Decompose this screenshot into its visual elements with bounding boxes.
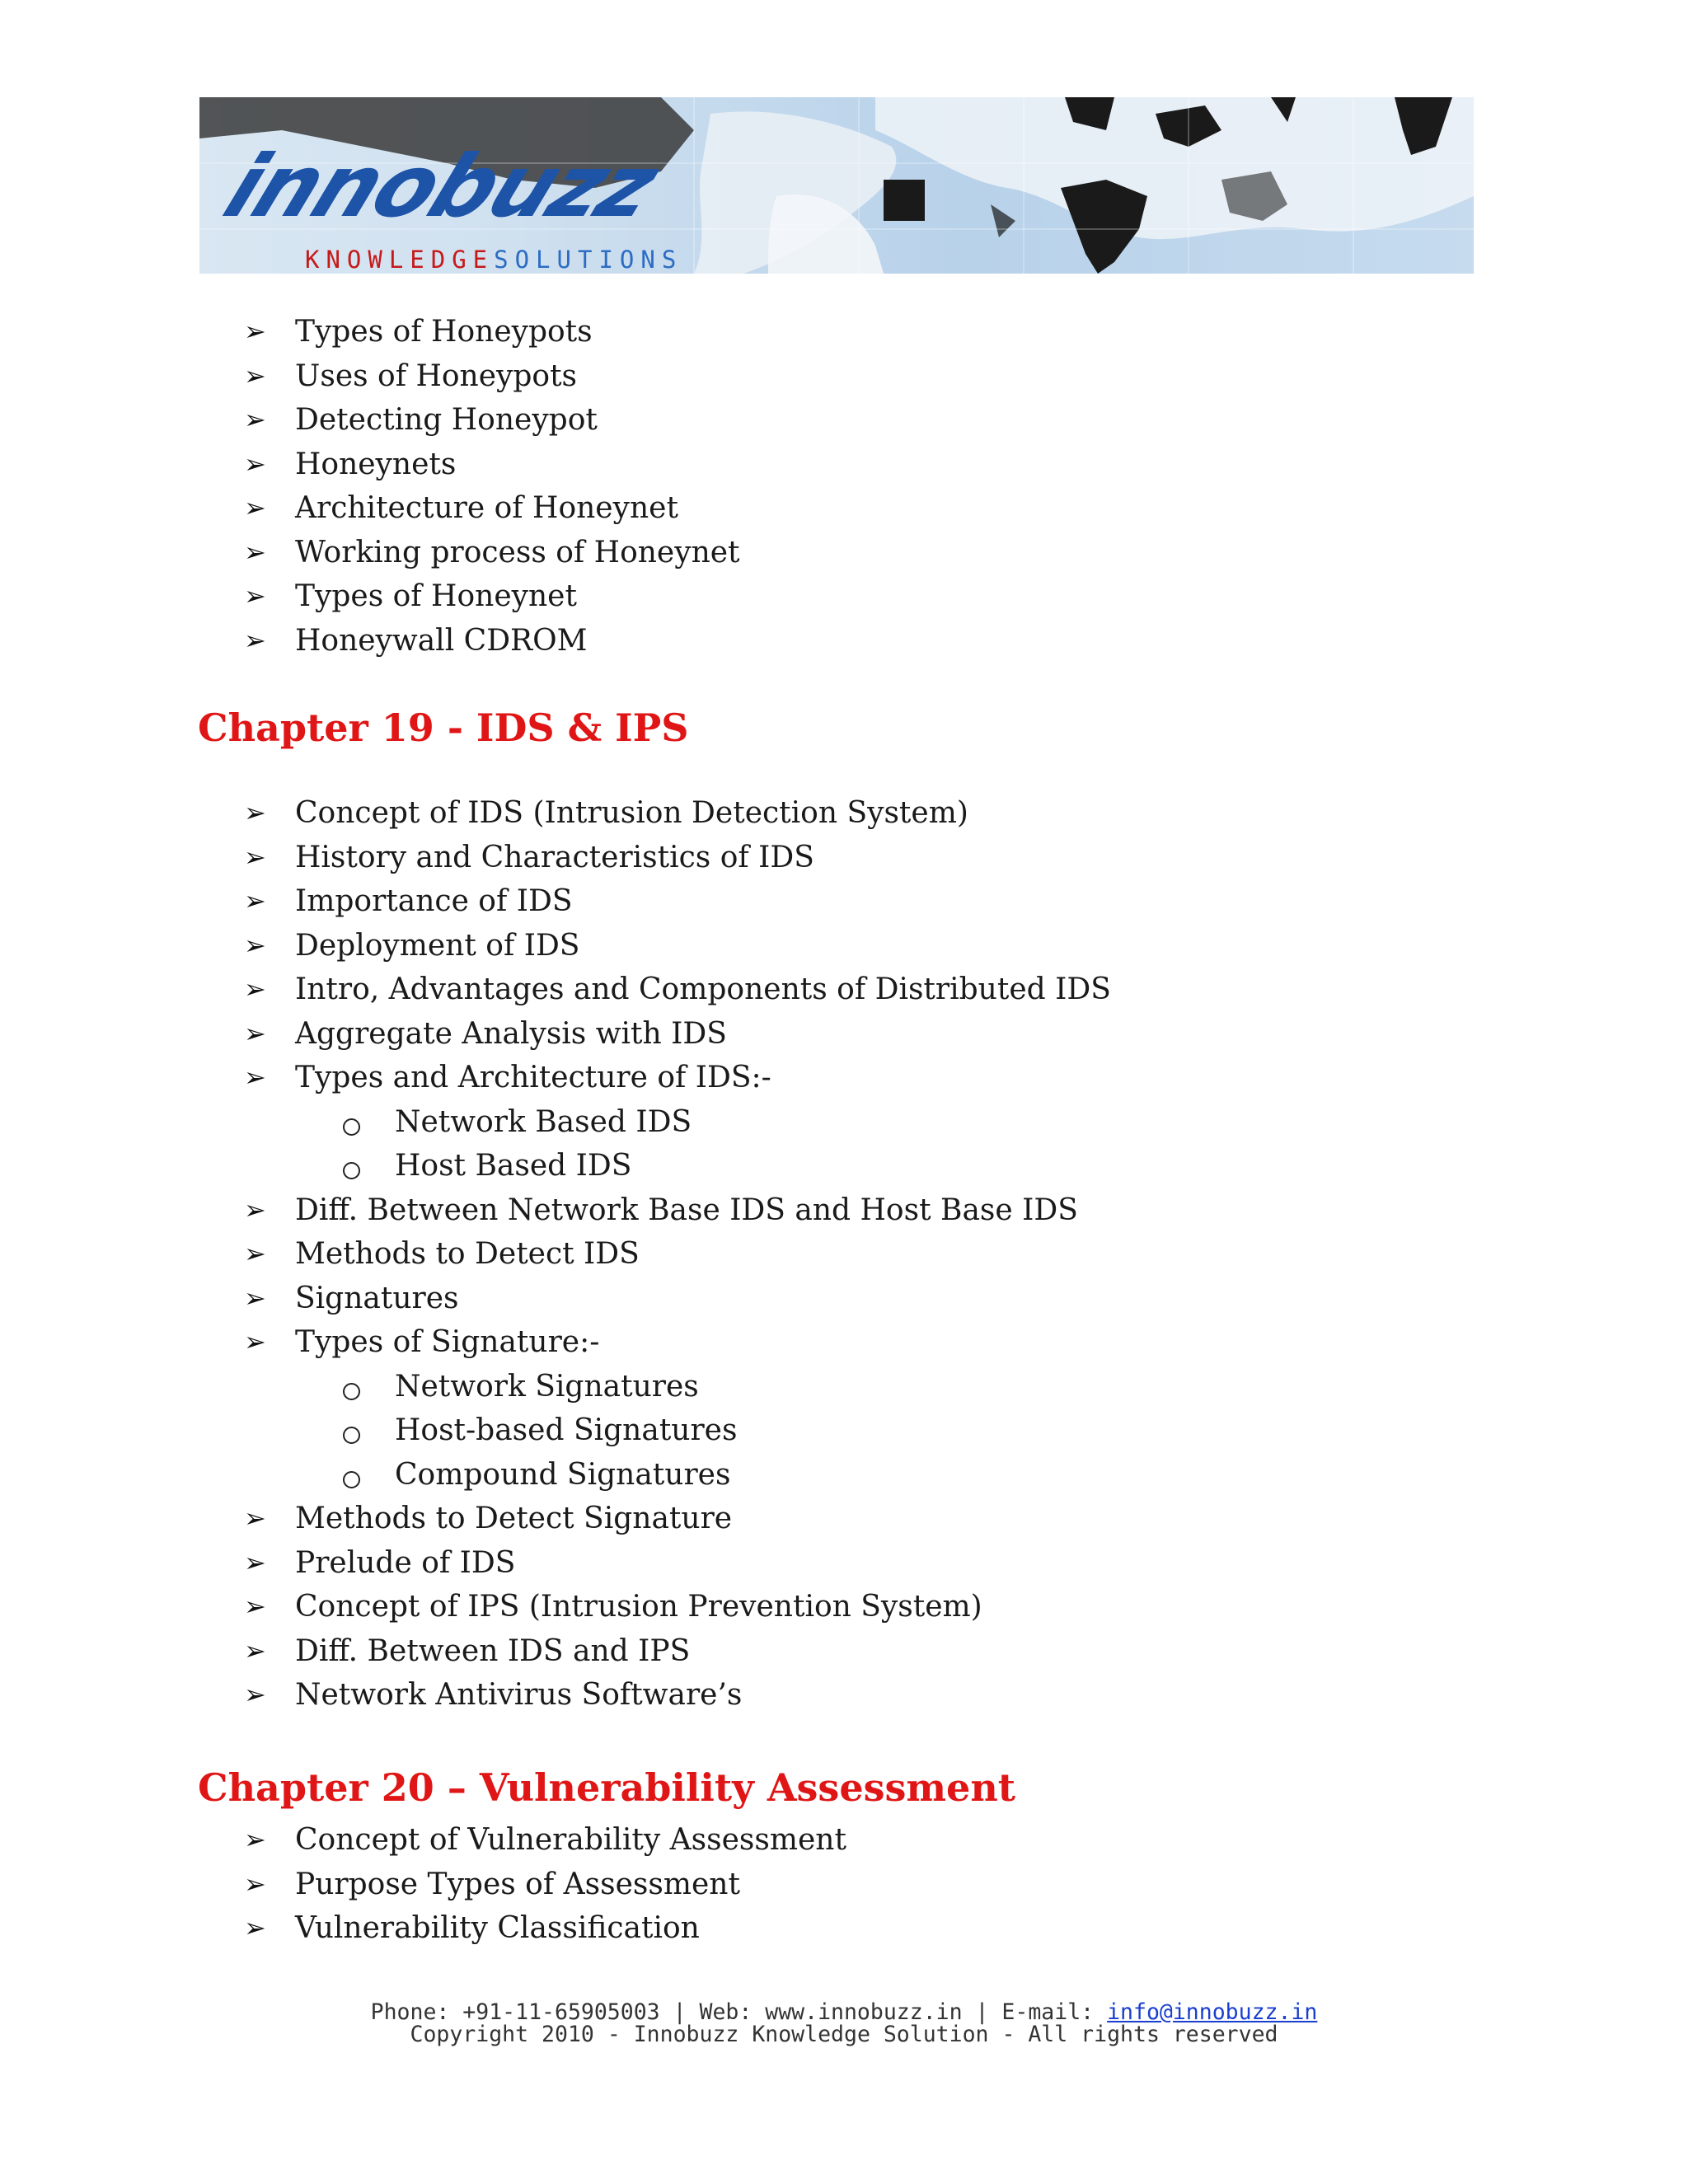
list-item-text: Working process of Honeynet	[295, 535, 740, 569]
logo-wordmark: innobuzz	[211, 136, 672, 237]
list-item-text: Network Signatures	[395, 1369, 699, 1404]
list-item	[244, 443, 740, 487]
chapter-19-topic-list	[244, 791, 1111, 1718]
arrow-bullet-icon: ➢	[244, 1017, 266, 1049]
list-item-text: Prelude of IDS	[295, 1545, 516, 1580]
list-item-text: Types of Honeynet	[295, 579, 577, 613]
list-item	[244, 791, 1111, 836]
list-item-text: Network Based IDS	[395, 1104, 692, 1139]
chapter-20-heading: Chapter 20 – Vulnerability Assessment	[198, 1765, 1016, 1810]
sub-list-item	[244, 1100, 1111, 1145]
list-item-text: Concept of IPS (Intrusion Prevention System)	[295, 1590, 982, 1624]
arrow-bullet-icon: ➢	[244, 1193, 266, 1226]
header-banner	[199, 97, 1474, 274]
list-item-text: Compound Signatures	[395, 1457, 731, 1492]
arrow-bullet-icon: ➢	[244, 1282, 266, 1314]
sub-list-item	[244, 1408, 1111, 1453]
arrow-bullet-icon: ➢	[244, 1502, 266, 1534]
arrow-bullet-icon: ➢	[244, 1062, 266, 1093]
arrow-bullet-icon: ➢	[244, 1824, 266, 1855]
list-item-text: Host-based Signatures	[395, 1413, 738, 1447]
list-item	[244, 1629, 1111, 1674]
chapter-19-heading: Chapter 19 - IDS & IPS	[198, 705, 689, 750]
arrow-bullet-icon: ➢	[244, 536, 266, 568]
list-item-text: Deployment of IDS	[295, 928, 580, 963]
list-item-text: History and Characteristics of IDS	[295, 840, 814, 874]
list-item-text: Diff. Between Network Base IDS and Host Base IDS	[295, 1193, 1078, 1227]
footer-copyright: Copyright 2010 - Innobuzz Knowledge Solution - All rights reserved	[410, 2022, 1278, 2047]
circle-bullet-icon	[343, 1427, 360, 1444]
sub-list-item	[244, 1365, 1111, 1409]
arrow-bullet-icon: ➢	[244, 1546, 266, 1578]
list-item-text: Architecture of Honeynet	[295, 491, 678, 525]
arrow-bullet-icon: ➢	[244, 1591, 266, 1622]
list-item	[244, 968, 1111, 1012]
list-item-text: Honeynets	[295, 447, 457, 481]
logo-tagline-solutions: SOLUTIONS	[494, 246, 683, 274]
circle-bullet-icon	[343, 1471, 360, 1488]
list-item-text: Host Based IDS	[395, 1149, 632, 1183]
list-item	[244, 1906, 846, 1951]
logo-tagline	[305, 246, 682, 274]
arrow-bullet-icon: ➢	[244, 1912, 266, 1943]
list-item-text: Types of Honeypots	[295, 315, 593, 349]
arrow-bullet-icon: ➢	[244, 448, 266, 480]
page-footer	[0, 2001, 1688, 2046]
list-item	[244, 486, 740, 531]
list-item	[244, 1188, 1111, 1233]
list-item-text: Uses of Honeypots	[295, 359, 578, 393]
list-item-text: Purpose Types of Assessment	[295, 1867, 740, 1901]
circle-bullet-icon	[343, 1118, 360, 1136]
arrow-bullet-icon: ➢	[244, 929, 266, 961]
list-item-text: Intro, Advantages and Components of Distributed IDS	[295, 972, 1111, 1006]
list-item	[244, 310, 740, 354]
list-item	[244, 531, 740, 575]
arrow-bullet-icon: ➢	[244, 624, 266, 656]
list-item	[244, 619, 740, 663]
list-item-text: Vulnerability Classification	[295, 1911, 700, 1945]
arrow-bullet-icon: ➢	[244, 492, 266, 523]
list-item	[244, 1673, 1111, 1718]
list-item-text: Diff. Between IDS and IPS	[295, 1633, 691, 1668]
list-item-text: Detecting Honeypot	[295, 403, 598, 437]
arrow-bullet-icon: ➢	[244, 1679, 266, 1710]
arrow-bullet-icon: ➢	[244, 404, 266, 435]
list-item-text: Network Antivirus Software’s	[295, 1678, 743, 1712]
chapter-20-topic-list	[244, 1818, 846, 1951]
circle-bullet-icon	[343, 1383, 360, 1400]
arrow-bullet-icon: ➢	[244, 316, 266, 347]
list-item	[244, 1012, 1111, 1057]
arrow-bullet-icon: ➢	[244, 1634, 266, 1666]
list-item	[244, 574, 740, 619]
list-item	[244, 1818, 846, 1863]
list-item	[244, 836, 1111, 880]
arrow-bullet-icon: ➢	[244, 885, 266, 916]
footer-email-link[interactable]: info@innobuzz.in	[1107, 1999, 1318, 2025]
list-item-text: Concept of Vulnerability Assessment	[295, 1823, 846, 1857]
list-item	[244, 1863, 846, 1907]
sub-list-item	[244, 1453, 1111, 1497]
footer-contact-text: Phone: +91-11-65905003 | Web: www.innobuzz.in | E-mail:	[370, 1999, 1108, 2025]
arrow-bullet-icon: ➢	[244, 1868, 266, 1900]
arrow-bullet-icon: ➢	[244, 797, 266, 828]
list-item-text: Types of Signature:-	[295, 1325, 600, 1359]
arrow-bullet-icon: ➢	[244, 1326, 266, 1357]
company-logo	[211, 136, 956, 274]
arrow-bullet-icon: ➢	[244, 580, 266, 612]
logo-tagline-knowledge: KNOWLEDGE	[305, 246, 495, 274]
sub-list-item	[244, 1144, 1111, 1188]
honeypot-topic-list	[244, 310, 740, 663]
arrow-bullet-icon: ➢	[244, 359, 266, 391]
list-item-text: Honeywall CDROM	[295, 623, 588, 658]
circle-bullet-icon	[343, 1162, 360, 1179]
list-item-text: Aggregate Analysis with IDS	[295, 1016, 727, 1051]
list-item	[244, 1320, 1111, 1365]
list-item	[244, 1277, 1111, 1321]
list-item	[244, 879, 1111, 924]
list-item	[244, 354, 740, 399]
arrow-bullet-icon: ➢	[244, 1238, 266, 1269]
list-item-text: Types and Architecture of IDS:-	[295, 1061, 771, 1094]
list-item-text: Methods to Detect IDS	[295, 1237, 640, 1271]
list-item	[244, 1585, 1111, 1629]
list-item	[244, 398, 740, 443]
list-item-text: Importance of IDS	[295, 884, 573, 918]
list-item	[244, 1232, 1111, 1277]
list-item-text: Methods to Detect Signature	[295, 1502, 733, 1535]
list-item	[244, 1541, 1111, 1586]
arrow-bullet-icon: ➢	[244, 973, 266, 1005]
arrow-bullet-icon: ➢	[244, 841, 266, 873]
list-item	[244, 1056, 1111, 1100]
list-item	[244, 924, 1111, 968]
list-item-text: Concept of IDS (Intrusion Detection System)	[295, 796, 968, 830]
list-item	[244, 1497, 1111, 1541]
list-item-text: Signatures	[295, 1281, 459, 1315]
